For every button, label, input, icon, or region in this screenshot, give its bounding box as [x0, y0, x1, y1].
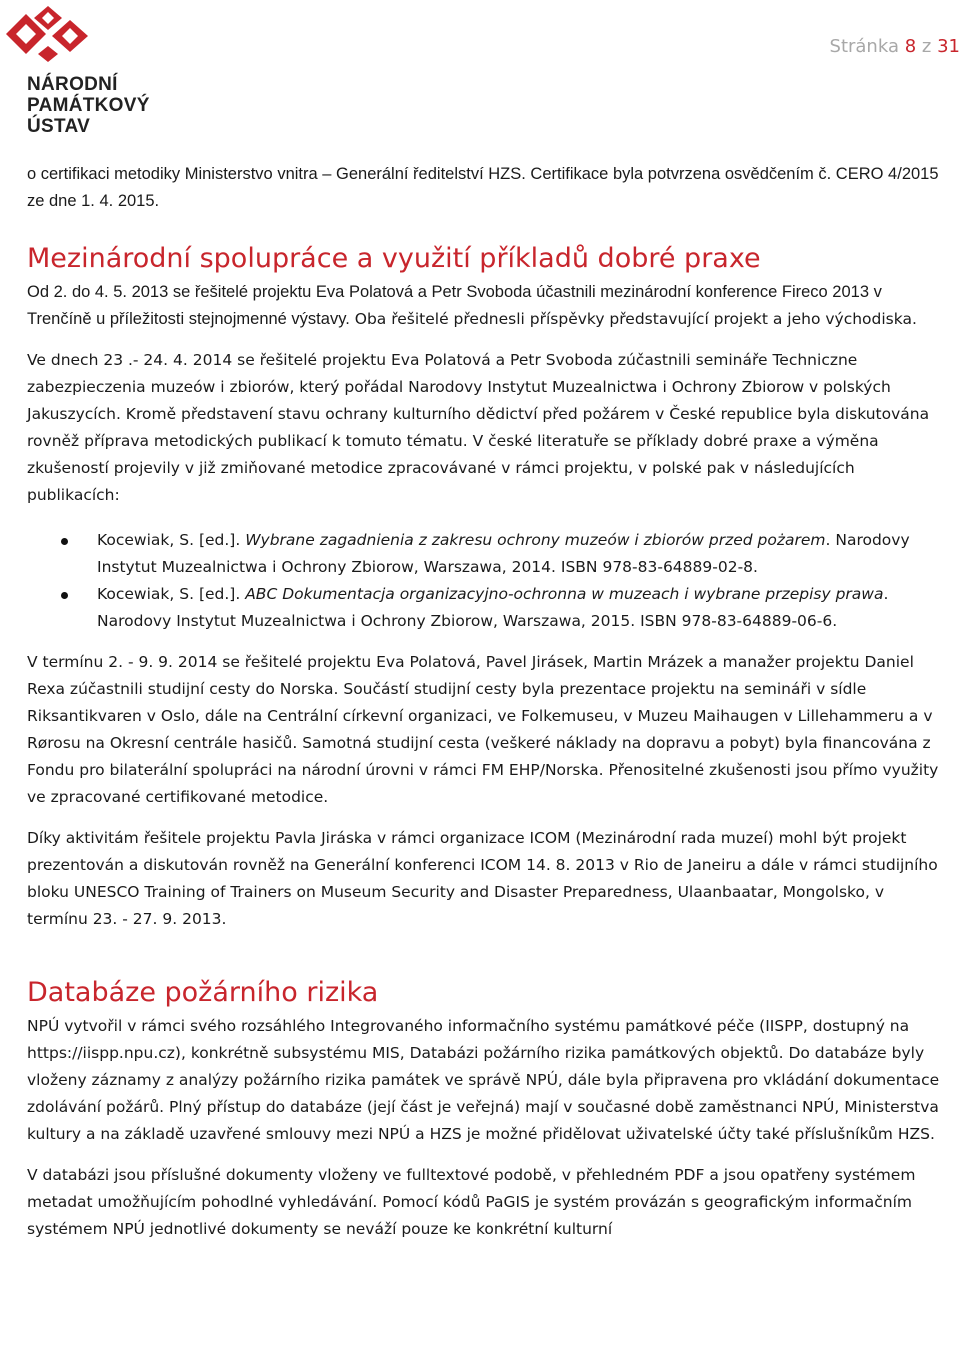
bibliography-list	[27, 527, 947, 635]
seminar-text: 2014 se řešitelé projektu Eva Polatová a Petr Svoboda zúčastnili semináře Techniczne zabezpieczenia muzeów i zbiorów, který pořádal Narodovy Instytut Muzealnictwa i Ochrony Zbiorow v polských Jakuszycích. Kromě představení stavu ochrany kulturního dědictví před požárem v České republice byla diskutována rovněž příprava metodických publikací k tomuto tématu. V české literatuře se příklady dobré praxe a výměna zkušeností projevily v již zmiňované metodice zpracovávané v rámci projektu, v polské pak v následujících publikacích:	[27, 351, 930, 504]
logo-line-3: ÚSTAV	[27, 116, 91, 137]
list-item	[97, 527, 947, 581]
bib-title: ABC Dokumentacja organizacyjno-ochronna w muzeach i wybrane przepisy prawa	[245, 585, 884, 603]
bib-author: Kocewiak, S. [ed.].	[97, 585, 246, 603]
fireco-text: Oba řešitelé přednesli příspěvky představující projekt a jeho východiska.	[349, 310, 917, 328]
page-number	[830, 36, 960, 57]
page-prefix: Stránka	[829, 36, 899, 57]
seminar-date-text: Ve dnech 23 .- 24. 4.	[27, 351, 188, 369]
paragraph-seminar	[27, 347, 947, 509]
page-content	[27, 161, 947, 1243]
logo-line-2: PAMÁTKOVÝ	[27, 95, 150, 116]
npu-logo-text	[27, 74, 150, 137]
paragraph-database-1: NPÚ vytvořil v rámci svého rozsáhlého Integrovaného informačního systému památkové péče (IISPP, dostupný na https://iispp.npu.cz), konkrétně subsystému MIS, Databázi požárního rizika památkových objektů. Do databáze byly vloženy záznamy z analýzy požárního rizika památek ve správě NPÚ, dále byla připravena pro vkládání dokumentace zdolávání požárů. Plný přístup do databáze (její část je veřejná) mají v současné době zaměstnanci NPÚ, Ministerstva kultury a na základě uzavřené smlouvy mezi NPÚ a HZS je možné přidělovat uživatelské účty také příslušníkům HZS.	[27, 1017, 940, 1143]
fireco-date-text: Od 2. do 4. 5. 2013 se řešitelé projektu Eva Polatová a Petr Svoboda účastnili mezinárodní konference Fireco 2013 v Trenčíně u příležitosti stejnojmenné výstavy.	[27, 283, 882, 328]
bib-rest: . Narodovy Instytut Muzealnictwa i Ochrony Zbiorow, Warszawa, 2015. ISBN 978-83-64889-06-6.	[97, 585, 889, 630]
paragraph-fireco	[27, 279, 947, 333]
logo-line-1: NÁRODNÍ	[27, 74, 118, 95]
page-sep: z	[921, 36, 932, 57]
page-current: 8	[904, 36, 917, 57]
bib-author: Kocewiak, S. [ed.].	[97, 531, 246, 549]
heading-international: Mezinárodní spolupráce a využití příkladů dobré praxe	[27, 243, 761, 274]
npu-logo-icon	[4, 4, 96, 66]
page-total: 31	[937, 36, 960, 57]
paragraph-norway: V termínu 2. - 9. 9. 2014 se řešitelé projektu Eva Polatová, Pavel Jirásek, Martin Mrázek a manažer projektu Daniel Rexa zúčastnili studijní cesty do Norska. Součástí studijní cesty byla prezentace projektu na semináři v sídle Riksantikvaren v Oslo, dále na Centrální církevní organizaci, ve Folkemuseu, v Muzeu Maihaugen v Lillehammeru a v Rørosu na Okresní centrále hasičů. Samotná studijní cesta (veškeré náklady na dopravu a pobyt) byla financována z Fondu pro bilaterální spolupráci na národní úrovni v rámci FM EHP/Norska. Přenositelné zkušenosti jsou přímo využity ve zpracované certifikované metodice.	[27, 653, 939, 806]
paragraph-database-2: V databázi jsou příslušné dokumenty vloženy ve fulltextové podobě, v přehledném PDF a jsou opatřeny systémem metadat umožňujícím pohodlné vyhledávání. Pomocí kódů PaGIS je systém provázán s geografickým informačním systémem NPÚ jednotlivé dokumenty se neváží pouze ke konkrétní kulturní	[27, 1166, 916, 1238]
bib-title: Wybrane zagadnienia z zakresu ochrony muzeów i zbiorów przed pożarem	[245, 531, 826, 549]
list-item	[97, 581, 947, 635]
heading-database: Databáze požárního rizika	[27, 977, 379, 1008]
paragraph-icom: Díky aktivitám řešitele projektu Pavla Jiráska v rámci organizace ICOM (Mezinárodní rada muzeí) mohl být projekt prezentován a diskutován rovněž na Generální konferenci ICOM 14. 8. 2013 v Rio de Janeiru a dále v rámci studijního bloku UNESCO Training of Trainers on Museum Security and Disaster Preparedness, Ulaanbaatar, Mongolsko, v termínu 23. - 27. 9. 2013.	[27, 829, 938, 928]
paragraph-intro: o certifikaci metodiky Ministerstvo vnitra – Generální ředitelství HZS. Certifikace byla potvrzena osvědčením č. CERO 4/2015 ze dne 1. 4. 2015.	[27, 165, 939, 210]
bib-rest: . Narodovy Instytut Muzealnictwa i Ochrony Zbiorow, Warszawa, 2014. ISBN 978-83-64889-02-8.	[97, 531, 910, 576]
